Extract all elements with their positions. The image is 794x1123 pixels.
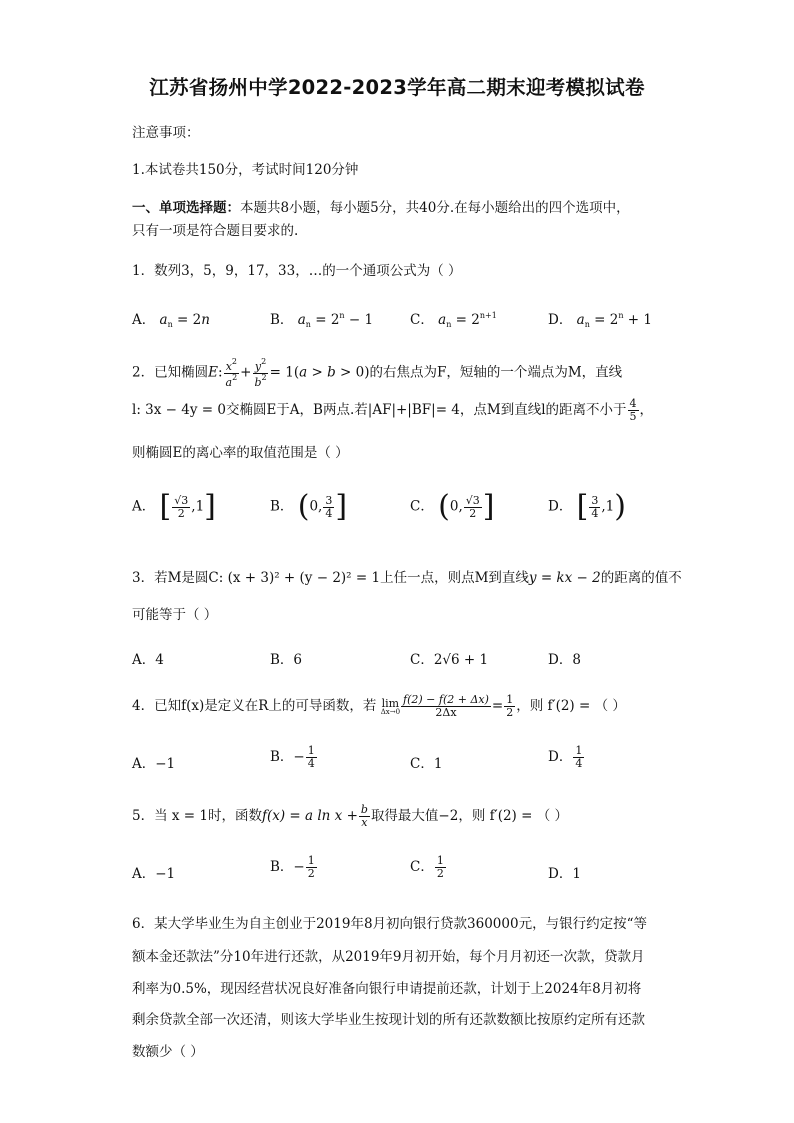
q2-option-c[interactable]: C． (0, $\frac{√3}{2}$ ] <box>410 489 495 524</box>
q5-option-d[interactable]: D．1 <box>548 866 581 882</box>
q4-option-a[interactable]: A．−1 <box>132 756 176 772</box>
section-1-label: 一、单项选择题： <box>132 200 240 216</box>
q2-line-1: 2．已知椭圆E: $\frac{x^2}{a^2}$ + $\frac{y^2}{b^2}$ = 1(a > b > 0)的右焦点为F，短轴的一个端点为M，直线 <box>132 357 623 389</box>
q6-line-3: 利率为0.5%，现因经营状况良好准备向银行申请提前还款，计划于上2024年8月初将 <box>132 981 642 997</box>
q1-option-a[interactable]: A． $a_n = 2n$ <box>132 312 210 329</box>
q3-option-a[interactable]: A．4 <box>132 652 164 668</box>
q3-option-b[interactable]: B．6 <box>270 652 303 668</box>
page-title: 江苏省扬州中学2022-2023学年高二期末迎考模拟试卷 <box>149 76 645 99</box>
q2-line-3: 则椭圆E的离心率的取值范围是（ ） <box>132 445 349 461</box>
q2-option-b[interactable]: B． (0, $\frac{3}{4}$ ] <box>270 489 348 524</box>
q1-option-b[interactable]: B． $a_n = 2^n - 1$ <box>270 311 374 329</box>
q3-option-d[interactable]: D．8 <box>548 652 581 668</box>
q4-line-1: 4．已知f(x)是定义在R上的可导函数，若 lim Δx→0 $\frac{f(2) - f(2 + \Delta x)}{2\Delta x}$ = $\frac{1}{2}$ ，则 f′(2) = （ ） <box>132 693 626 719</box>
section-1-text-b: 只有一项是符合题目要求的. <box>132 223 299 239</box>
q5-line-1: 5．当 x = 1时，函数f(x) = a ln x + $\frac{b}{x}$ 取得最大值−2，则 f′(2) = （ ） <box>132 803 568 829</box>
q6-line-2: 额本金还款法”分10年进行还款，从2019年9月初开始，每个月月初还一次款，贷款月 <box>132 949 645 965</box>
q1-option-c[interactable]: C． $a_n = 2^{n+1}$ <box>410 311 497 329</box>
q6-line-1: 6．某大学毕业生为自主创业于2019年8月初向银行贷款360000元，与银行约定按“等 <box>132 916 647 932</box>
q2-option-d[interactable]: D． [ $\frac{3}{4}$ ,1) <box>548 489 626 524</box>
q6-line-4: 剩余贷款全部一次还清，则该大学毕业生按现计划的所有还款数额比按原约定所有还款 <box>132 1012 645 1028</box>
notice-item-1: 1.本试卷共150分，考试时间120分钟 <box>132 162 359 178</box>
q5-option-c[interactable]: C． $\frac{1}{2}$ <box>410 854 444 880</box>
q6-line-5: 数额少（ ） <box>132 1044 204 1060</box>
q1-stem: 1．数列3，5，9，17，33，…的一个通项公式为（ ） <box>132 263 462 279</box>
q4-option-b[interactable]: B．− $\frac{1}{4}$ <box>270 744 315 770</box>
q3-option-c[interactable]: C．2√6 + 1 <box>410 652 489 668</box>
q2-line-2: l: 3x − 4y = 0交椭圆E于A，B两点.若|AF|+|BF|= 4，点M到直线l的距离不小于 $\frac{4}{5}$ ， <box>132 397 654 423</box>
q5-option-a[interactable]: A．−1 <box>132 866 176 882</box>
q4-option-d[interactable]: D． $\frac{1}{4}$ <box>548 744 583 770</box>
q2-option-a[interactable]: A． [ $\frac{√3}{2}$ ,1] <box>132 489 216 524</box>
q3-line-2: 可能等于（ ） <box>132 607 218 623</box>
q5-option-b[interactable]: B．− $\frac{1}{2}$ <box>270 854 315 880</box>
q3-line-1: 3．若M是圆C: (x + 3)² + (y − 2)² = 1上任一点，则点M到直线y = kx − 2的距离的值不 <box>132 570 682 586</box>
q4-option-c[interactable]: C．1 <box>410 756 443 772</box>
notice-header: 注意事项： <box>132 125 200 141</box>
section-1-text-a: 本题共8小题，每小题5分，共40分.在每小题给出的四个选项中， <box>240 200 630 216</box>
section-1-intro <box>132 196 630 216</box>
q1-option-d[interactable]: D． $a_n = 2^n + 1$ <box>548 311 652 329</box>
